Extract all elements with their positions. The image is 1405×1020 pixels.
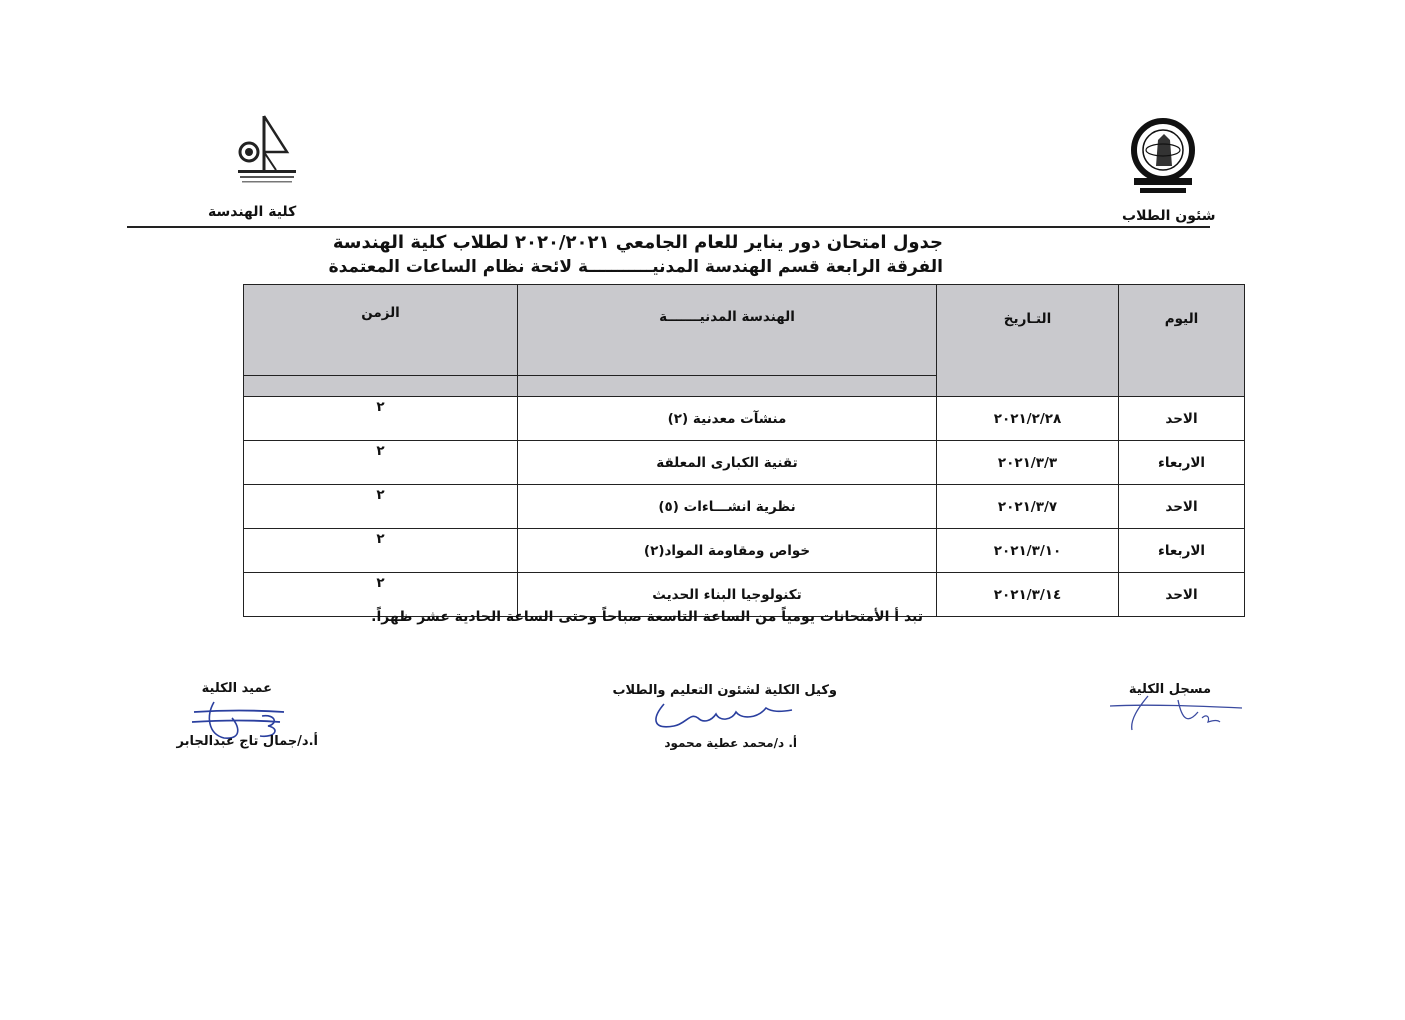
cell-day: الاحد — [1119, 397, 1245, 441]
exam-time-note: تبد أ الأمتحانات يومياً من الساعة التاسعة صباحاً وحتى الساعة الحادية عشر ظهراً. — [371, 609, 923, 625]
cell-subject: خواص ومقاومة المواد(٢) — [518, 529, 937, 573]
faculty-logo-icon — [232, 112, 302, 187]
cell-date: ٢٠٢١/٢/٢٨ — [937, 397, 1119, 441]
cell-day: الاربعاء — [1119, 529, 1245, 573]
vice-dean-title: وكيل الكلية لشئون التعليم والطلاب — [612, 683, 837, 698]
registrar-signature — [1108, 690, 1248, 738]
table-row — [244, 441, 1245, 485]
page-subtitle: الفرقة الرابعة قسم الهندسة المدنيـــــــــــة لائحة نظام الساعات المعتمدة — [328, 257, 943, 277]
page-title: جدول امتحان دور يناير للعام الجامعي ٢٠٢٠/٢٠٢١ لطلاب كلية الهندسة — [332, 232, 943, 253]
cell-subject: نظرية انشـــاءات (٥) — [518, 485, 937, 529]
cell-time: ٢ — [244, 397, 518, 441]
dean-title: عميد الكلية — [201, 681, 272, 696]
cell-time: ٢ — [244, 485, 518, 529]
header-time: الزمن — [244, 285, 518, 376]
cell-date: ٢٠٢١/٣/١٠ — [937, 529, 1119, 573]
student-affairs-label: شئون الطلاب — [1122, 208, 1216, 224]
table-row — [244, 529, 1245, 573]
cell-date: ٢٠٢١/٣/١٤ — [937, 573, 1119, 617]
cell-time: ٢ — [244, 573, 518, 617]
table-row — [244, 485, 1245, 529]
registrar-title: مسجل الكلية — [1128, 682, 1211, 697]
cell-day: الاحد — [1119, 573, 1245, 617]
cell-day: الاحد — [1119, 485, 1245, 529]
university-logo-icon — [1128, 118, 1198, 198]
exam-schedule-table — [243, 284, 1244, 603]
cell-subject: منشآت معدنية (٢) — [518, 397, 937, 441]
header-subject-sub — [518, 376, 937, 397]
header-time-sub — [244, 376, 518, 397]
cell-subject: تقنية الكبارى المعلقة — [518, 441, 937, 485]
header-divider — [127, 226, 1210, 228]
cell-date: ٢٠٢١/٣/٧ — [937, 485, 1119, 529]
cell-time: ٢ — [244, 529, 518, 573]
cell-time: ٢ — [244, 441, 518, 485]
faculty-label: كلية الهندسة — [208, 204, 297, 220]
table-row — [244, 397, 1245, 441]
vice-dean-name: أ. د/محمد عطية محمود — [664, 736, 797, 750]
cell-subject: تكنولوجيا البناء الحديث — [518, 573, 937, 617]
dean-name: أ.د/جمال تاج عبدالجابر — [176, 734, 318, 749]
cell-date: ٢٠٢١/٣/٣ — [937, 441, 1119, 485]
header-date: التـاريخ — [937, 285, 1119, 397]
cell-day: الاربعاء — [1119, 441, 1245, 485]
header-day: اليوم — [1119, 285, 1245, 397]
header-subject: الهندسة المدنيـــــــة — [518, 285, 937, 376]
vice-dean-signature — [646, 698, 796, 736]
